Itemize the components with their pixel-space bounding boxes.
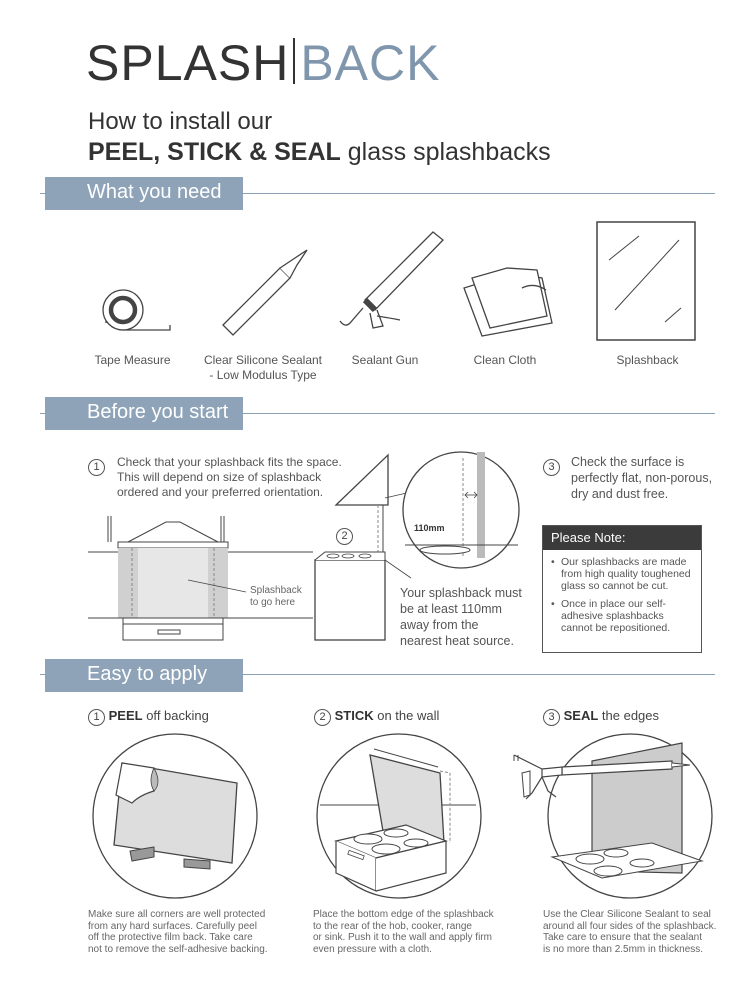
section-heading-easy-to-apply: Easy to apply [45,659,243,692]
sealant-tube-icon [215,250,310,345]
please-note-title: Please Note: [543,526,701,550]
before-step-1-number: 1 [88,457,105,476]
note-item: • Once in place our self- adhesive splashbacks cannot be repositioned. [551,598,695,634]
cloth-icon [462,268,557,343]
apply-step-2-text: Place the bottom edge of the splashback to the rear of the hob, cooker, range or sink. Push it to the wall and apply firm even pressure with a cloth. [313,909,494,955]
brand-part2: BACK [300,35,441,91]
peel-illustration [92,733,260,901]
apply-step-1-text: Make sure all corners are well protected from any hard surfaces. Carefully peel off the protective film back. Take care not to remove the self-adhesive backing. [88,909,268,955]
tool-label-sealant: Clear Silicone Sealant - Low Modulus Type [203,353,323,382]
tool-label-tape-measure: Tape Measure [94,353,171,367]
note-item: • Our splashbacks are made from high quality toughened glass so cannot be cut. [551,556,695,592]
tool-label-cloth: Clean Cloth [473,353,537,367]
before-step-3-text: Check the surface is perfectly flat, non-porous, dry and dust free. [571,455,713,501]
brand-divider [293,38,295,84]
apply-step-2-title: 2 STICK on the wall [314,708,439,726]
brand-logo [86,35,441,91]
tape-measure-icon [98,285,178,345]
apply-step-1-title: 1 PEEL off backing [88,708,209,726]
subtitle-bold: PEEL, STICK & SEAL [88,138,341,166]
measure-label: 110mm [414,523,445,533]
stick-illustration [316,733,484,901]
before-step-2-number: 2 [336,526,353,545]
tool-label-splashback: Splashback [616,353,679,367]
tool-label-sealant-gun: Sealant Gun [351,353,419,367]
brand-part1: SPLASH [86,35,290,91]
before-step-1-text: Check that your splashback fits the space. This will depend on size of splashback ordered and your preferred orientation. [117,455,342,499]
section-heading-what-you-need: What you need [45,177,243,210]
seal-illustration [512,733,717,901]
before-step-3-number: 3 [543,457,560,476]
apply-step-3-title: 3 SEAL the edges [543,708,659,726]
space-check-diagram [88,512,313,642]
subtitle-line1: How to install our [88,108,273,135]
before-step-2-text: Your splashback must be at least 110mm away from the nearest heat source. [400,586,522,648]
apply-step-3-text: Use the Clear Silicone Sealant to seal around all four sides of the splashback. Take care to ensure that the sealant is no more than 2.5mm in thickness. [543,909,717,955]
sealant-gun-icon [335,228,450,343]
subtitle-line2 [88,138,551,167]
please-note-box [542,525,702,653]
section-heading-before-you-start: Before you start [45,397,243,430]
splashback-placement-label: Splashback to go here [250,585,302,608]
subtitle-rest: glass splashbacks [340,138,551,166]
splashback-panel-icon [597,222,697,342]
